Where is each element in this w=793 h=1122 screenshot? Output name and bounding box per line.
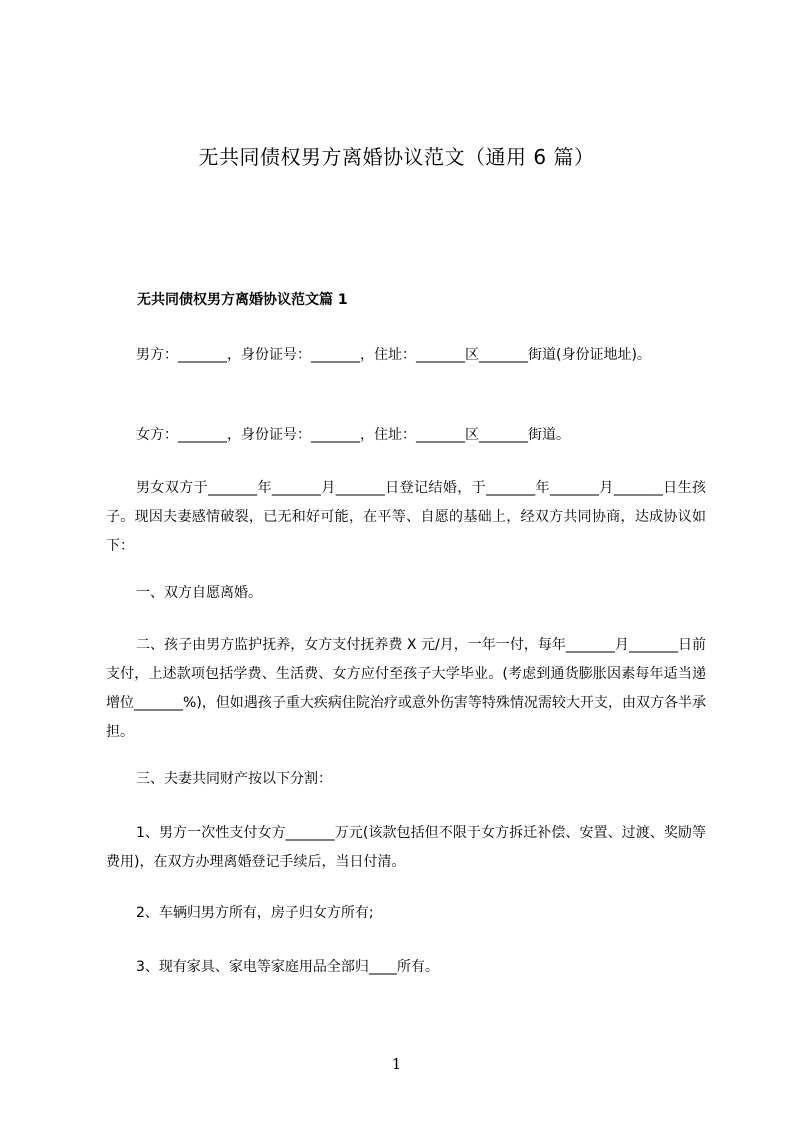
page-number: 1	[391, 1055, 402, 1073]
document-title: 无共同债权男方离婚协议范文（通用 6 篇）	[198, 145, 595, 169]
item-2-paragraph: 2、车辆归男方所有，房子归女方所有;	[136, 905, 374, 921]
section-heading: 无共同债权男方离婚协议范文篇 1	[137, 292, 348, 308]
male-party-paragraph: 男方：_______，身份证号：_______，住址：_______区_______街道(身份证地址)。	[136, 347, 651, 363]
clause-1-paragraph: 一、双方自愿离婚。	[136, 585, 262, 601]
clause-2-paragraph: 二、孩子由男方监护抚养，女方支付抚养费 X 元/月，一年一付，每年_______月_______日前支付，上述款项包括学费、生活费、女方应付至孩子大学毕业。(考虑到通货膨胀因素每年适当递增位_______%)，但如遇孩子重大疾病住院治疗或意外伤害等特殊情况需较大开支，由双方各半承担。	[106, 637, 706, 740]
clause-3-paragraph: 三、夫妻共同财产按以下分割：	[136, 771, 332, 787]
item-3-paragraph: 3、现有家具、家电等家庭用品全部归____所有。	[136, 959, 439, 975]
marriage-info-paragraph: 男女双方于_______年_______月_______日登记结婚，于_______年_______月_______日生孩子。现因夫妻感情破裂，已无和好可能，在平等、自愿的基础上，经双方共同协商，达成协议如下：	[106, 480, 706, 554]
item-1-paragraph: 1、男方一次性支付女方_______万元(该款包括但不限于女方拆迁补偿、安置、过渡、奖励等费用)，在双方办理离婚登记手续后，当日付清。	[106, 825, 706, 870]
female-party-paragraph: 女方：_______，身份证号：_______，住址：_______区_______街道。	[136, 427, 570, 443]
